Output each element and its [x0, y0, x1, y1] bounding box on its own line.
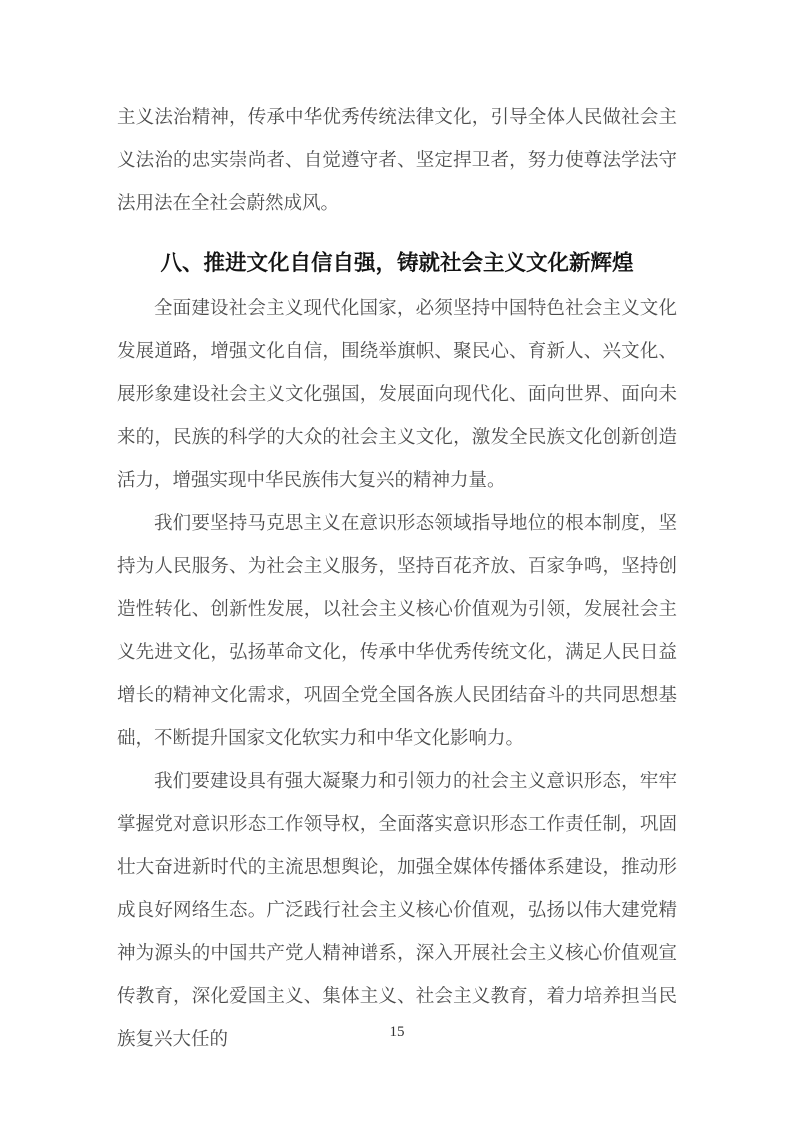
- body-paragraph: 全面建设社会主义现代化国家，必须坚持中国特色社会主义文化发展道路，增强文化自信，围绕举旗帜、聚民心、育新人、兴文化、展形象建设社会主义文化强国，发展面向现代化、面向世界、面向未来的，民族的科学的大众的社会主义文化，激发全民族文化创新创造活力，增强实现中华民族伟大复兴的精神力量。: [117, 297, 677, 490]
- body-paragraph: 我们要建设具有强大凝聚力和引领力的社会主义意识形态，牢牢掌握党对意识形态工作领导权，全面落实意识形态工作责任制，巩固壮大奋进新时代的主流思想舆论，加强全媒体传播体系建设，推动形成良好网络生态。广泛践行社会主义核心价值观，弘扬以伟大建党精神为源头的中国共产党人精神谱系，深入开展社会主义核心价值观宣传教育，深化爱国主义、集体主义、社会主义教育，着力培养担当民族复兴大任的: [117, 770, 677, 1049]
- page-content: [117, 95, 677, 1060]
- continuation-paragraph: 主义法治精神，传承中华优秀传统法律文化，引导全体人民做社会主义法治的忠实崇尚者、自觉遵守者、坚定捍卫者，努力使尊法学法守法用法在全社会蔚然成风。: [117, 106, 677, 213]
- section-heading: 八、推进文化自信自强，铸就社会主义文化新辉煌: [160, 251, 634, 275]
- page-number: 15: [389, 1024, 405, 1040]
- body-paragraph: 我们要坚持马克思主义在意识形态领域指导地位的根本制度，坚持为人民服务、为社会主义服务，坚持百花齐放、百家争鸣，坚持创造性转化、创新性发展，以社会主义核心价值观为引领，发展社会主义先进文化，弘扬革命文化，传承中华优秀传统文化，满足人民日益增长的精神文化需求，巩固全党全国各族人民团结奋斗的共同思想基础，不断提升国家文化软实力和中华文化影响力。: [117, 512, 677, 748]
